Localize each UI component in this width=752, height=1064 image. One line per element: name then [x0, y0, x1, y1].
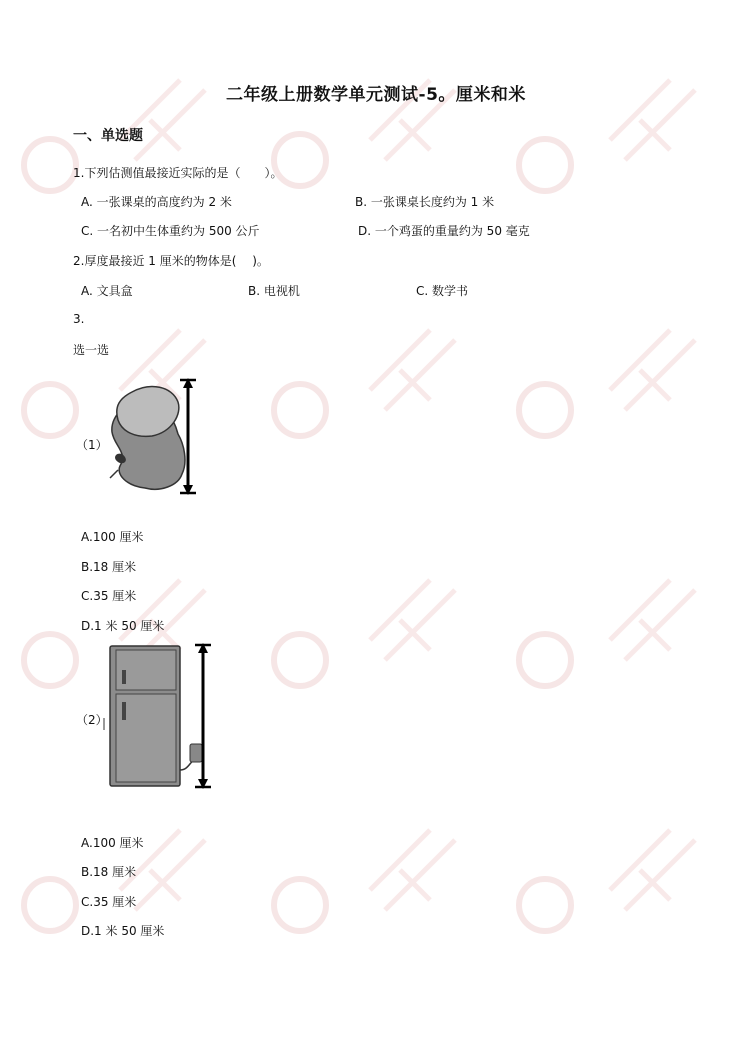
q3-2-option-a[interactable]: A.100 厘米 [81, 836, 144, 850]
q3-2-option-d[interactable]: D.1 米 50 厘米 [81, 924, 165, 938]
page-title: 二年级上册数学单元测试-5。厘米和米 [226, 85, 526, 105]
q2-option-b[interactable]: B. 电视机 [248, 284, 300, 298]
question-2-stem: 2.厚度最接近 1 厘米的物体是( )。 [73, 254, 269, 268]
question-3-stem: 3. [73, 312, 85, 326]
q3-1-option-c[interactable]: C.35 厘米 [81, 589, 137, 603]
q3-1-option-a[interactable]: A.100 厘米 [81, 530, 144, 544]
q3-2-option-c[interactable]: C.35 厘米 [81, 895, 137, 909]
sheep-height-figure [100, 374, 225, 499]
question-1-stem: 1.下列估测值最接近实际的是（ ）。 [73, 166, 283, 180]
refrigerator-height-figure [102, 640, 222, 792]
section-heading: 一、单选题 [73, 128, 143, 144]
q3-1-option-b[interactable]: B.18 厘米 [81, 560, 137, 574]
part-2-label: （2） [76, 713, 108, 727]
q1-option-a[interactable]: A. 一张课桌的高度约为 2 米 [81, 195, 232, 209]
part-1-label: （1） [76, 438, 108, 452]
q3-2-option-b[interactable]: B.18 厘米 [81, 865, 137, 879]
q1-option-d[interactable]: D. 一个鸡蛋的重量约为 50 毫克 [358, 224, 530, 238]
q2-option-c[interactable]: C. 数学书 [416, 284, 469, 298]
q2-option-a[interactable]: A. 文具盒 [81, 284, 133, 298]
q1-option-c[interactable]: C. 一名初中生体重约为 500 公斤 [81, 224, 260, 238]
q1-option-b[interactable]: B. 一张课桌长度约为 1 米 [355, 195, 495, 209]
question-3-instruction: 选一选 [73, 343, 110, 357]
q3-1-option-d[interactable]: D.1 米 50 厘米 [81, 619, 165, 633]
